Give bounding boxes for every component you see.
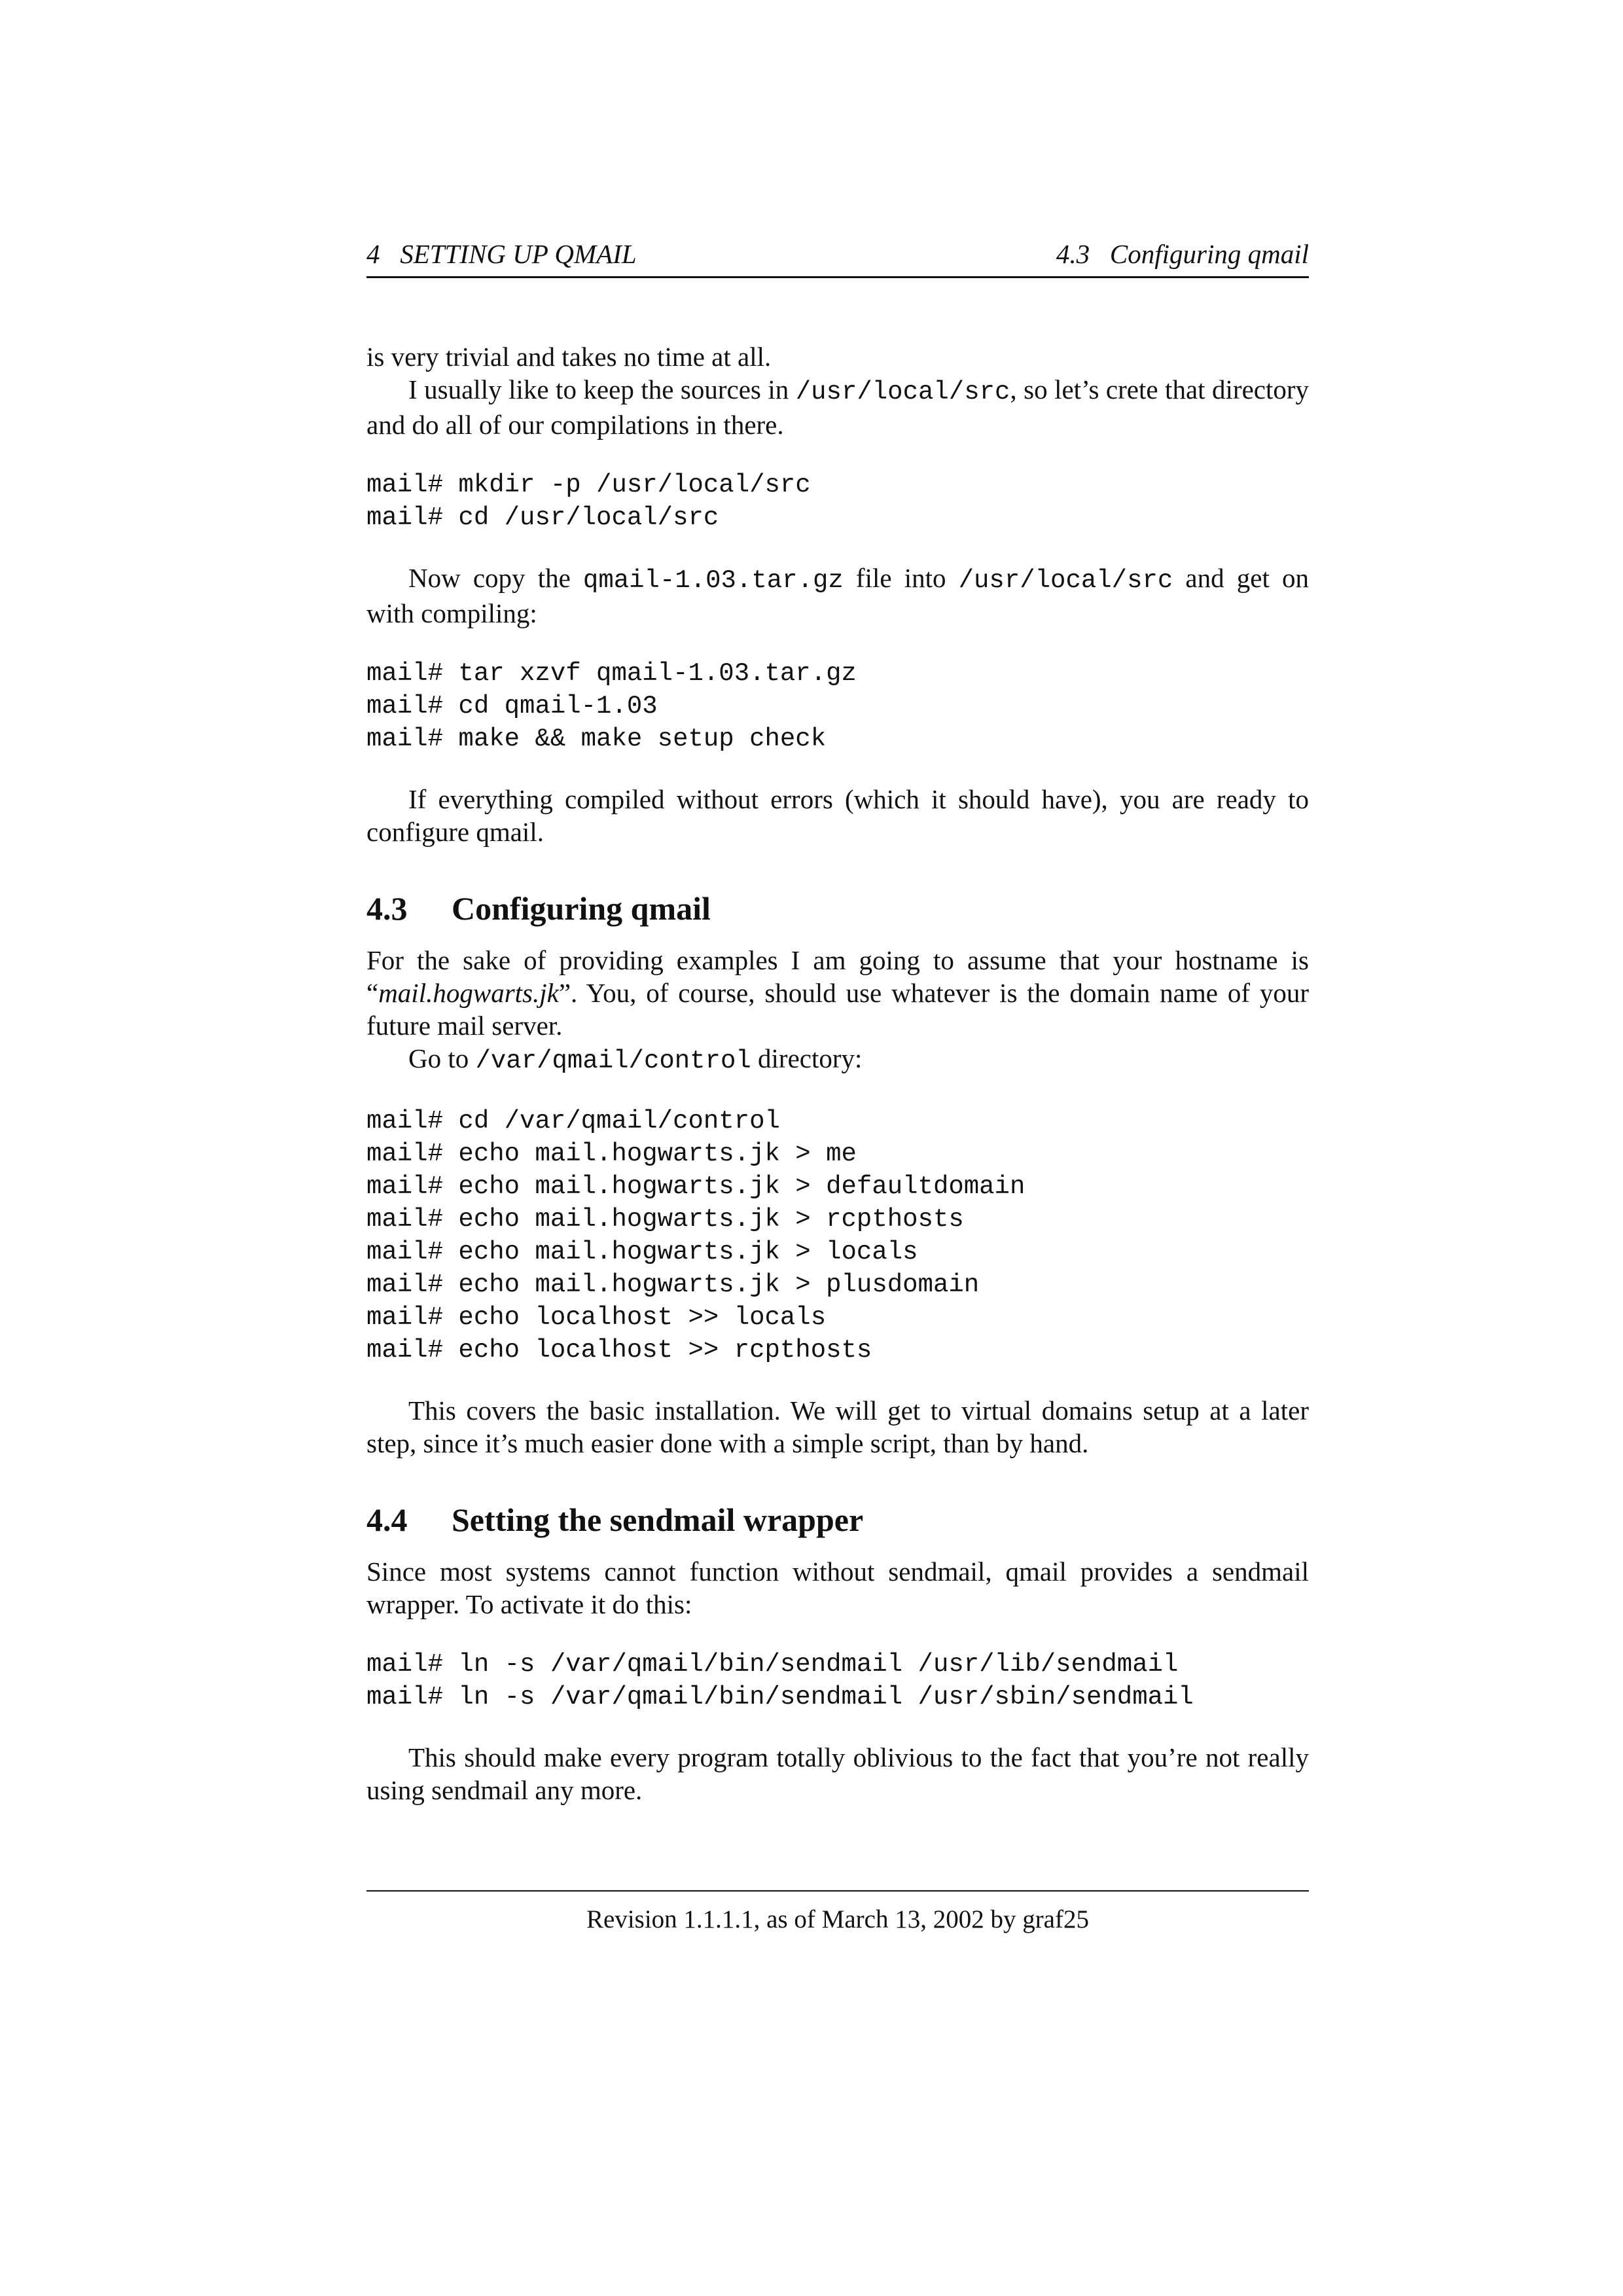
- paragraph: [366, 1394, 1309, 1460]
- paragraph-text: Now copy the: [408, 563, 583, 593]
- code-line: mail# tar xzvf qmail-1.03.tar.gz: [366, 659, 857, 688]
- code-line: mail# make && make setup check: [366, 725, 827, 753]
- code-line: mail# cd /var/qmail/control: [366, 1107, 780, 1136]
- body-text: [366, 340, 1309, 1806]
- code-line: mail# cd qmail-1.03: [366, 692, 658, 721]
- section-heading: [366, 889, 1309, 928]
- paragraph-text: ”. You, of course, should use whatever is the domain name of your future mail server.: [366, 978, 1309, 1041]
- section-number: 4.4: [366, 1501, 408, 1538]
- code-line: mail# ln -s /var/qmail/bin/sendmail /usr/sbin/sendmail: [366, 1683, 1194, 1712]
- inline-code: /usr/local/src: [958, 566, 1173, 595]
- paragraph: [366, 373, 1309, 441]
- paragraph-text: For the sake of providing examples I am going to assume that your hostname is “: [366, 945, 1309, 1008]
- paragraph-text: Go to: [408, 1043, 476, 1073]
- code-block: [366, 1105, 1309, 1367]
- emphasized-hostname: mail.hogwarts.jk: [378, 978, 559, 1008]
- paragraph: [366, 340, 1309, 373]
- paragraph-text: and get on with compiling:: [366, 563, 1309, 628]
- paragraph-text: I usually like to keep the sources in: [408, 374, 796, 404]
- paragraph: [366, 1042, 1309, 1077]
- code-block: [366, 1648, 1309, 1713]
- running-header: [366, 237, 1309, 278]
- paragraph: [366, 944, 1309, 1042]
- footer-revision: Revision 1.1.1.1, as of March 13, 2002 by graf25: [586, 1905, 1089, 1933]
- document-page: [366, 0, 1309, 2296]
- section-title: Setting the sendmail wrapper: [452, 1501, 864, 1538]
- paragraph-text: If everything compiled without errors (which it should have), you are ready to configure qmail.: [366, 784, 1309, 847]
- paragraph-text: This covers the basic installation. We will get to virtual domains setup at a later step, since it’s much easier done with a simple script, than by hand.: [366, 1395, 1309, 1458]
- code-line: mail# echo mail.hogwarts.jk > plusdomain: [366, 1270, 980, 1299]
- paragraph-text: directory:: [751, 1043, 863, 1073]
- section-title: Configuring qmail: [452, 890, 711, 927]
- header-chapter: 4 SETTING UP QMAIL: [366, 239, 637, 269]
- footer-rule: [366, 1890, 1309, 1892]
- paragraph-text: Since most systems cannot function without sendmail, qmail provides a sendmail wrapper. To activate it do this:: [366, 1556, 1309, 1619]
- code-line: mail# echo localhost >> rcpthosts: [366, 1336, 872, 1365]
- paragraph: [366, 562, 1309, 630]
- code-block: [366, 469, 1309, 534]
- paragraph-text: , so let’s crete that directory and do all of our compilations in there.: [366, 374, 1310, 440]
- code-line: mail# echo mail.hogwarts.jk > rcpthosts: [366, 1205, 964, 1234]
- paragraph-text: This should make every program totally oblivious to the fact that you’re not really using sendmail any more.: [366, 1742, 1309, 1805]
- section-heading: [366, 1500, 1309, 1539]
- paragraph: [366, 1555, 1309, 1621]
- code-block: [366, 657, 1309, 755]
- code-line: mail# echo mail.hogwarts.jk > me: [366, 1139, 857, 1168]
- code-line: mail# echo mail.hogwarts.jk > locals: [366, 1238, 918, 1266]
- code-line: mail# cd /usr/local/src: [366, 503, 719, 532]
- section-number: 4.3: [366, 890, 408, 927]
- inline-code: /usr/local/src: [795, 378, 1010, 406]
- code-line: mail# ln -s /var/qmail/bin/sendmail /usr/lib/sendmail: [366, 1650, 1179, 1679]
- header-section: 4.3 Configuring qmail: [1056, 239, 1309, 269]
- code-line: mail# echo mail.hogwarts.jk > defaultdomain: [366, 1172, 1026, 1201]
- inline-code: /var/qmail/control: [475, 1047, 751, 1075]
- code-line: mail# echo localhost >> locals: [366, 1303, 827, 1332]
- inline-code: qmail-1.03.tar.gz: [582, 566, 844, 595]
- paragraph: [366, 783, 1309, 848]
- paragraph-text: is very trivial and takes no time at all.: [366, 342, 772, 372]
- code-line: mail# mkdir -p /usr/local/src: [366, 471, 811, 499]
- paragraph-text: file into: [843, 563, 959, 593]
- paragraph: [366, 1741, 1309, 1806]
